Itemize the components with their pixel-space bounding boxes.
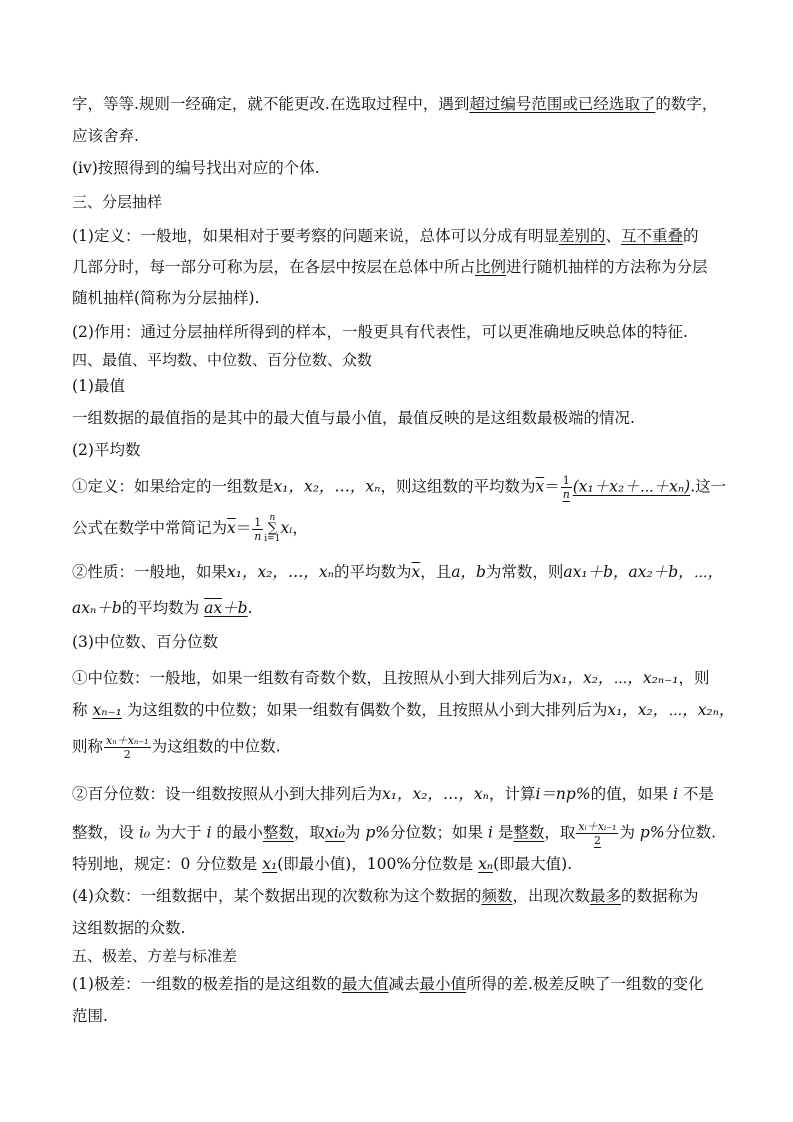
- text: 则称: [72, 737, 104, 756]
- underlined-answer: 比例: [475, 258, 507, 276]
- underlined-answer: 最小值: [419, 975, 467, 993]
- text: ，出现次数: [512, 887, 590, 905]
- percentile-special: [72, 854, 572, 874]
- underlined-answer: xi₀: [324, 823, 345, 842]
- definition-line-3: 随机抽样(简称为分层抽样).: [72, 289, 260, 307]
- math-fraction: [252, 516, 263, 543]
- section-heading: 五、极差、方差与标准差: [72, 947, 238, 965]
- subheading-extremes: (1)最值: [72, 377, 125, 395]
- text: 分位数；如果: [390, 823, 484, 842]
- mode-definition-2: 这组数据的众数.: [72, 919, 186, 937]
- math-xbar: x: [213, 599, 223, 617]
- text: 特别地，规定：0 分位数是: [72, 855, 258, 873]
- text: 减去: [388, 975, 420, 993]
- math-i: i: [673, 785, 678, 803]
- text: ，计算: [488, 785, 536, 803]
- text: (4)众数：一组数据中，某个数据出现的次数称为这个数据的: [72, 887, 482, 905]
- text: (1)定义：一般地，如果相对于要考察的问题来说，总体可以分成有明显: [72, 227, 559, 245]
- text: 为这组数的中位数；如果一组数有偶数个数，且按照从小到大排列后为: [126, 701, 608, 719]
- math-sequence: x₁，x₂，…，xₙ: [273, 477, 381, 496]
- text: 公式在数学中常简记为: [72, 519, 228, 537]
- text: 的数字，: [655, 95, 718, 113]
- math-xbar: $\overline{x}$: [227, 519, 236, 537]
- numerator: xᵢ＋xᵢ₋₁: [578, 820, 617, 833]
- text: ①定义：如果给定的一组数是: [72, 477, 274, 496]
- math-sequence: x₁，x₂，…，xₙ: [382, 785, 489, 803]
- section-heading: 三、分层抽样: [72, 193, 163, 211]
- denominator: n: [254, 529, 262, 543]
- text: 、: [605, 227, 621, 245]
- text: 为常数，则: [485, 563, 564, 581]
- math-i0: i₀: [138, 823, 151, 842]
- text: 几部分时，每一部分可称为层，在各层中按层在总体中所占: [72, 258, 476, 276]
- numerator: xₙ＋xₙ₋₁: [106, 734, 149, 747]
- underlined-answer: 最多: [590, 887, 622, 905]
- math-plus-b: ＋b: [222, 599, 248, 617]
- mean-property-2: axₙ＋b的平均数为 ax＋b.: [72, 599, 253, 617]
- percentile-definition-2: [72, 820, 716, 847]
- mode-definition: [72, 886, 699, 906]
- denominator: 2: [123, 748, 131, 761]
- subheading-median: (3)中位数、百分位数: [72, 633, 218, 651]
- math-sequence: x₁，x₂，…，xₙ: [227, 563, 334, 581]
- numerator: 1: [562, 474, 570, 487]
- text: ，则这组数的平均数为: [380, 477, 536, 496]
- text: 整数，设: [72, 823, 135, 842]
- text: ②性质：一般地，如果: [72, 563, 228, 581]
- denominator: n: [562, 488, 570, 501]
- math-p: p%: [639, 823, 665, 842]
- math-affine-n: axₙ＋b: [72, 599, 122, 617]
- text: 的最小: [216, 823, 263, 842]
- math-expr: i＝np%: [535, 785, 591, 803]
- underlined-answer: 差别的: [558, 227, 606, 245]
- text: ，则: [678, 669, 710, 687]
- underlined-answer: 整数: [262, 823, 294, 842]
- extremes-text: 一组数据的最值指的是其中的最大值与最小值，最值反映的是这组数最极端的情况.: [72, 409, 635, 427]
- text: 所得的差.极差反映了一组数的变化: [466, 975, 704, 993]
- text: 不是: [682, 785, 714, 803]
- text: 的平均数为: [333, 563, 412, 581]
- median-definition-3: [72, 734, 281, 761]
- underlined-answer: 最大值: [341, 975, 389, 993]
- term: xₙ₋₁: [127, 734, 149, 747]
- math-a: a: [204, 599, 214, 617]
- text: 为这组数的中位数.: [151, 737, 281, 756]
- text: 的数据称为: [621, 887, 699, 905]
- underlined-answer: xₙ: [478, 855, 494, 873]
- text: 为大于: [155, 823, 202, 842]
- effect-line: (2)作用：通过分层抽样所得到的样本，一般更具有代表性，可以更准确地反映总体的特征.: [72, 323, 688, 341]
- term: xₙ: [106, 734, 117, 747]
- text: (ⅳ)按照得到的编号找出对应的个体.: [72, 159, 320, 177]
- text: ，取: [544, 823, 576, 842]
- text: 字，等等.规则一经确定，就不能更改.在选取过程中，遇到: [72, 95, 470, 113]
- math-sum: (x₁＋x₂＋⋯＋xₙ): [572, 477, 691, 496]
- text: ①中位数：一般地，如果一组数有奇数个数，且按照从小到大排列后为: [72, 669, 553, 687]
- text: (即最大值).: [493, 855, 573, 873]
- text: 进行随机抽样的方法称为分层: [506, 258, 708, 276]
- sigma-symbol: n ∑ i=1: [264, 513, 281, 544]
- underlined-answer: x₁: [262, 855, 278, 873]
- text: (1)极差：一组数的极差指的是这组数的: [72, 975, 342, 993]
- text: ，且: [420, 563, 452, 581]
- subheading-mean: (2)平均数: [72, 441, 141, 459]
- mean-definition: ①定义：如果给定的一组数是x₁，x₂，…，xₙ，则这组数的平均数为$\overline{x}=$ $\frac{1}{n}$ (x₁＋x₂＋⋯＋xₙ).这一: [72, 474, 727, 501]
- math-xbar: $\overline{x}$: [411, 563, 421, 581]
- math-p: p%: [365, 823, 390, 842]
- text: 的平均数为: [121, 599, 200, 617]
- text: 为: [619, 823, 635, 842]
- median-definition: [72, 668, 710, 688]
- text: 称: [72, 701, 88, 719]
- underlined-answer: xₙ₋₁: [92, 701, 122, 719]
- text: 的值，如果: [590, 785, 669, 803]
- step-iv: [72, 158, 320, 178]
- text: ②百分位数：设一组数按照从小到大排列后为: [72, 785, 383, 803]
- underlined-answer: 超过编号范围或已经选取了: [469, 95, 656, 113]
- underlined-answer: 整数: [513, 823, 545, 842]
- numerator: 1: [254, 515, 262, 529]
- math-fraction: [104, 734, 151, 761]
- text: ，取: [293, 823, 325, 842]
- text: .这一: [690, 477, 727, 496]
- math-i: i: [206, 823, 212, 842]
- underlined-answer: [204, 599, 247, 617]
- math-fraction: [576, 820, 618, 847]
- definition-line-2: [72, 257, 708, 277]
- median-definition-2: [72, 700, 734, 720]
- percentile-definition: [72, 784, 714, 804]
- math-term: xᵢ: [280, 519, 293, 537]
- underlined-answer: 互不重叠: [621, 227, 684, 245]
- math-fraction: [561, 474, 572, 501]
- mean-formula-short: 公式在数学中常简记为$\overline{x}=$ $\frac{1}{n}$ n ∑ i=1xᵢ，: [72, 513, 308, 544]
- definition-line: [72, 226, 699, 246]
- text: (即最小值)，100%分位数是: [277, 855, 474, 873]
- math-xbar: $\overline{x}$: [535, 477, 545, 496]
- text: 分位数.: [664, 823, 717, 842]
- section-heading: 四、最值、平均数、中位数、百分位数、众数: [72, 351, 373, 369]
- rule-line-2: [72, 126, 139, 146]
- range-definition-2: 范围.: [72, 1007, 108, 1025]
- math-sequence: x₁，x₂，⋯，x₂ₙ₋₁: [552, 669, 679, 687]
- text: 的: [683, 227, 699, 245]
- text: 为: [344, 823, 361, 842]
- underlined-answer: 频数: [481, 887, 513, 905]
- range-definition: [72, 974, 703, 994]
- math-i: i: [487, 823, 493, 842]
- math-affine: ax₁＋b，ax₂＋b，⋯，: [563, 563, 724, 581]
- math-sequence: x₁，x₂，⋯，x₂ₙ，: [607, 701, 735, 719]
- denominator: 2: [593, 834, 601, 847]
- mean-property: [72, 562, 723, 582]
- math-ab: a，b: [451, 563, 486, 581]
- text: 是: [497, 823, 514, 842]
- text: 应该舍弃.: [72, 127, 139, 145]
- rule-line: [72, 94, 717, 114]
